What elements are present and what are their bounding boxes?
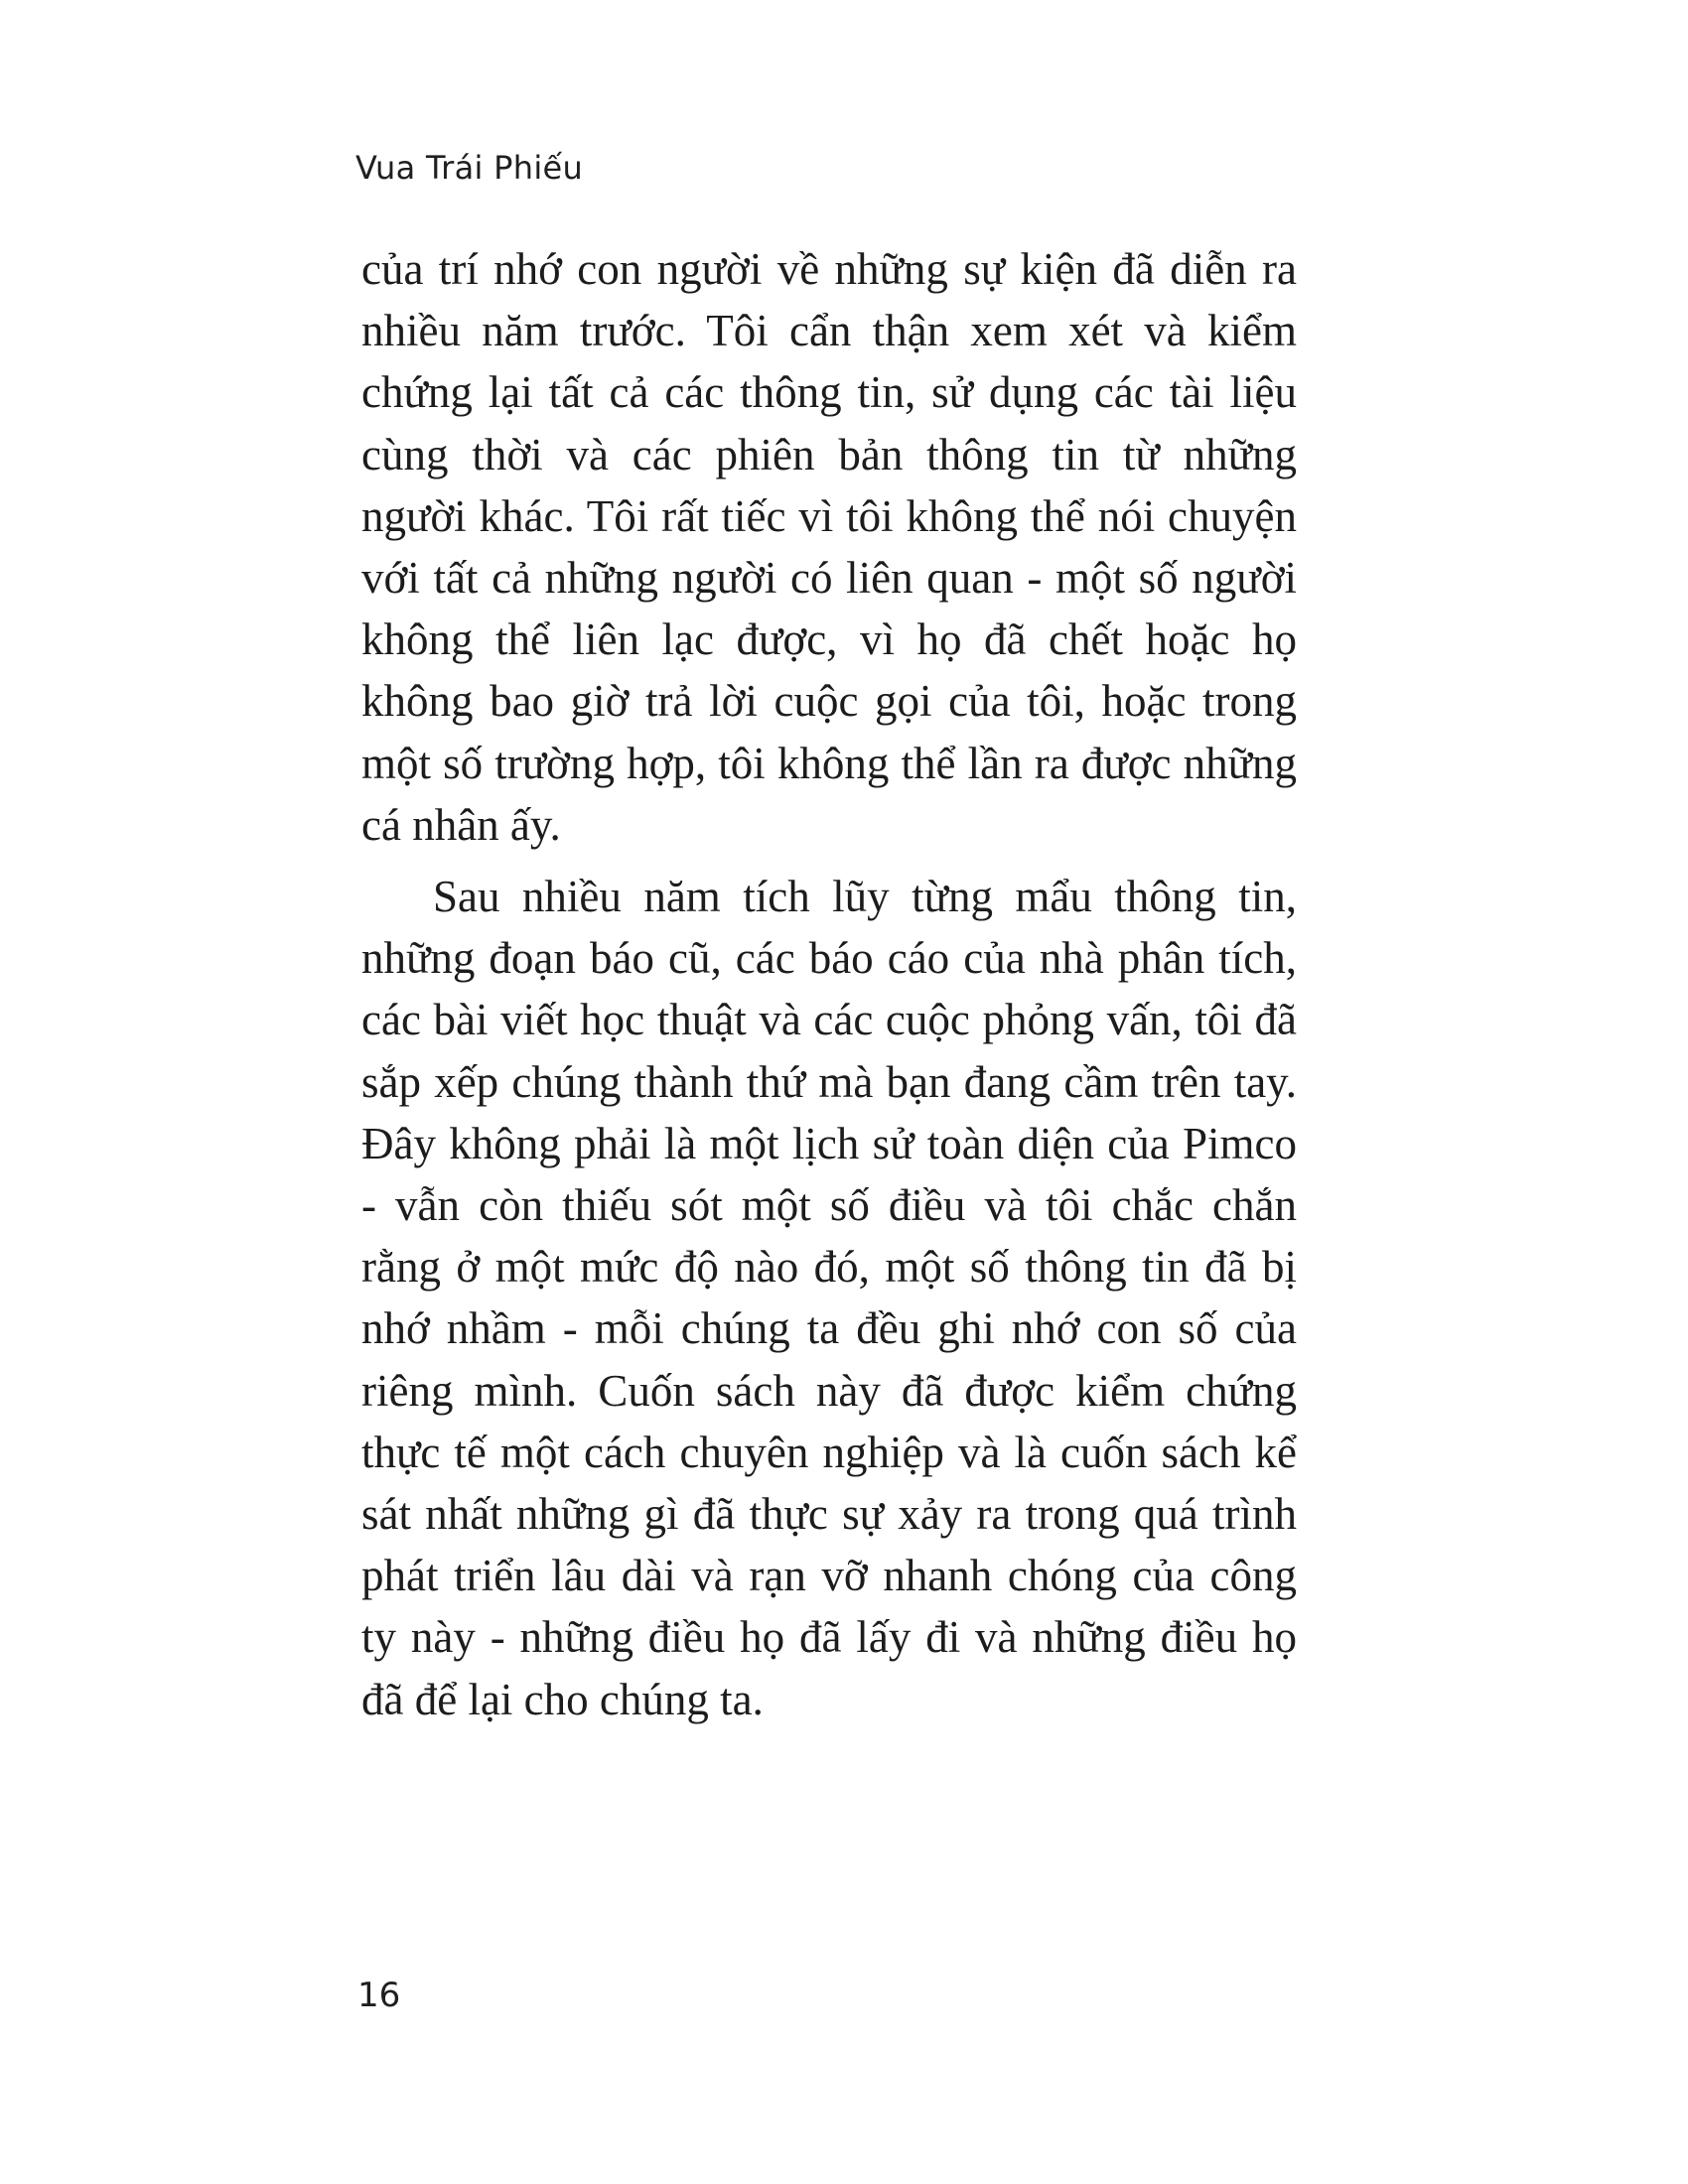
body-text [361,238,1297,1730]
running-header-title: Vua Trái Phiếu [355,149,584,187]
paragraph-1: của trí nhớ con người về những sự kiện đã diễn ra nhiều năm trước. Tôi cẩn thận xem xét và kiểm chứng lại tất cả các thông tin, sử dụng các tài liệu cùng thời và các phiên bản thông tin từ những người khác. Tôi rất tiếc vì tôi không thể nói chuyện với tất cả những người có liên quan - một số người không thể liên lạc được, vì họ đã chết hoặc họ không bao giờ trả lời cuộc gọi của tôi, hoặc trong một số trường hợp, tôi không thể lần ra được những cá nhân ấy. [361,244,1297,850]
page-number: 16 [357,1976,401,2015]
paragraph-2: Sau nhiều năm tích lũy từng mẩu thông tin, những đoạn báo cũ, các báo cáo của nhà phân tích, các bài viết học thuật và các cuộc phỏng vấn, tôi đã sắp xếp chúng thành thứ mà bạn đang cầm trên tay. Đây không phải là một lịch sử toàn diện của Pimco - vẫn còn thiếu sót một số điều và tôi chắc chắn rằng ở một mức độ nào đó, một số thông tin đã bị nhớ nhầm - mỗi chúng ta đều ghi nhớ con số của riêng mình. Cuốn sách này đã được kiểm chứng thực tế một cách chuyên nghiệp và là cuốn sách kể sát nhất những gì đã thực sự xảy ra trong quá trình phát triển lâu dài và rạn vỡ nhanh chóng của công ty này - những điều họ đã lấy đi và những điều họ đã để lại cho chúng ta. [361,872,1297,1724]
